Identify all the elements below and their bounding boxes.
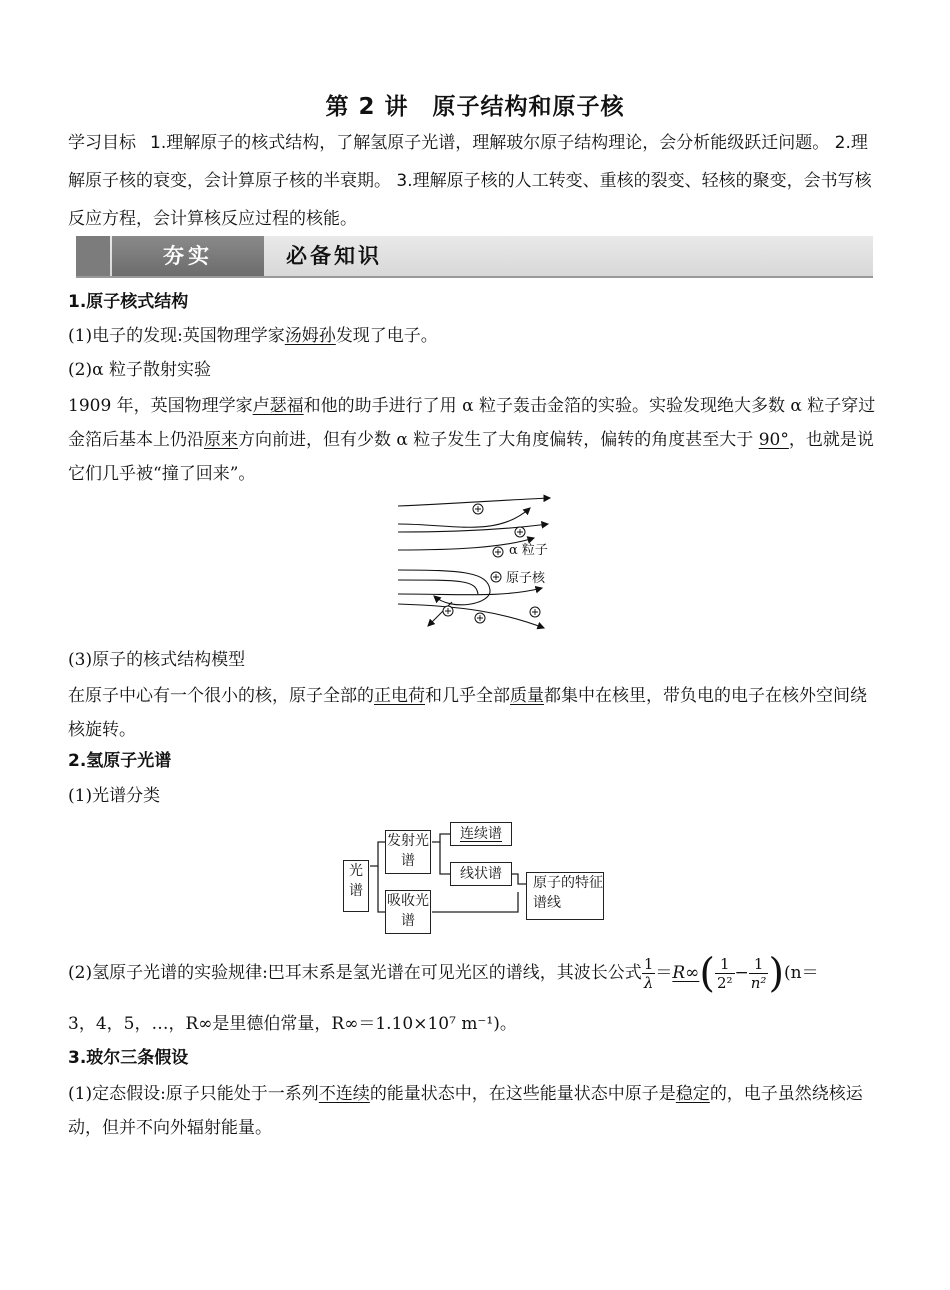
s1-p1-pre: (1)电子的发现:英国物理学家: [68, 326, 285, 346]
s2-paragraph-3: 3，4，5，…，R∞是里德伯常量，R∞＝1.10×10⁷ m⁻¹)。: [68, 1014, 517, 1034]
s1-p3-c: 方向前进，但有少数 α 粒子发生了大角度偏转，偏转的角度甚至大于: [238, 430, 759, 450]
answer-thomson: 汤姆孙: [284, 326, 336, 346]
label-alpha: α 粒子: [509, 543, 548, 558]
formula-term-2: [749, 955, 769, 992]
box-line: [450, 862, 512, 886]
s1-paragraph-2: (2)α 粒子散射实验: [68, 360, 211, 380]
banner-stub: [76, 236, 110, 276]
answer-continuous-spectrum: 连续谱: [460, 826, 502, 842]
formula-lhs-den: λ: [643, 974, 654, 992]
objectives-label: 学习目标: [68, 133, 136, 153]
label-nucleus: 原子核: [506, 571, 546, 586]
box-emission: [385, 830, 431, 874]
formula-t1-num: 1: [715, 955, 735, 974]
formula-t2-den: n²: [750, 974, 767, 992]
s1-p3-a: 1909 年，英国物理学家: [68, 396, 253, 416]
box-feature: [526, 872, 604, 920]
section-3-heading: 3.玻尔三条假设: [68, 1048, 189, 1068]
alpha-path-8: [398, 604, 544, 628]
answer-stable: 稳定: [675, 1084, 710, 1104]
s1-p5-c: 都集中在核里，带负电的电子在核外空间绕核旋转。: [68, 686, 867, 740]
alpha-path-5: [398, 570, 490, 605]
alpha-scattering-figure: [392, 494, 572, 640]
s3-p1-a: (1)定态假设:原子只能处于一系列: [68, 1084, 319, 1104]
s1-paragraph-1: [68, 320, 880, 353]
formula-t2-num: 1: [749, 955, 769, 974]
s1-paragraph-5: [68, 679, 880, 747]
alpha-path-7: [398, 588, 542, 595]
learning-objectives: [68, 124, 880, 238]
answer-rutherford: 卢瑟福: [252, 396, 304, 416]
formula-lhs-num: 1: [643, 955, 654, 973]
s3-p1-b: 的能量状态中，在这些能量状态中原子是: [369, 1084, 676, 1104]
s1-paragraph-4: (3)原子的核式结构模型: [68, 650, 246, 670]
formula-term-1: [715, 955, 735, 992]
box-absorption: [385, 890, 431, 934]
box-emission-text: 发射光谱: [387, 833, 429, 869]
box-continuous: [450, 822, 512, 846]
s1-p3-d: ，也就是说它们几乎被“撞了回来”。: [68, 430, 874, 484]
s3-paragraph-1: [68, 1077, 880, 1145]
s3-p1-c: 的，电子虽然绕核运动，但并不向外辐射能量。: [68, 1084, 863, 1138]
s1-p5-b: 和几乎全部: [425, 686, 510, 706]
banner-tag: 夯实: [112, 236, 264, 276]
box-absorption-text: 吸收光谱: [387, 893, 429, 929]
s1-p5-a: 在原子中心有一个很小的核，原子全部的: [68, 686, 374, 706]
s2-p2-b: (n＝: [784, 963, 819, 983]
alpha-path-2: [398, 508, 530, 527]
answer-mass: 质量: [510, 686, 544, 706]
formula-t1-den: 2²: [716, 974, 733, 992]
paren-left: (: [699, 950, 715, 997]
box-spectrum: [343, 860, 369, 912]
banner-heading: 必备知识: [286, 244, 382, 268]
s2-paragraph-2: (2)氢原子光谱的实验规律:巴耳末系是氢光谱在可见光区的谱线，其波长公式 $\frac{1}{\lambda}$ ＝R∞( $\frac{1}{\text{2²}}$ − $\frac{1}{\text{n²}}$ )(n＝: [68, 950, 819, 997]
answer-90-degrees: 90°: [758, 430, 789, 450]
objectives-text: 1.理解原子的核式结构，了解氢原子光谱，理解玻尔原子结构理论，会分析能级跃迁问题。 2.理解原子核的衰变，会计算原子核的半衰期。 3.理解原子核的人工转变、重核的裂变、轻核的聚变，会书写核反应方程，会计算核反应过程的核能。: [68, 133, 872, 229]
alpha-path-6: [398, 580, 478, 594]
answer-original-direction: 原来: [204, 430, 238, 450]
section-1-heading: 1.原子核式结构: [68, 292, 189, 312]
s2-paragraph-1: (1)光谱分类: [68, 786, 161, 806]
box-spectrum-text: 光谱: [349, 863, 363, 899]
formula-inverse-lambda: [642, 955, 656, 992]
answer-positive-charge: 正电荷: [374, 686, 425, 706]
s1-paragraph-3: [68, 389, 880, 491]
box-line-text: 线状谱: [460, 866, 502, 882]
s1-p1-post: 发现了电子。: [335, 326, 438, 346]
page-title: 第 2 讲 原子结构和原子核: [325, 94, 625, 120]
answer-rydberg-R: R∞: [672, 963, 700, 983]
box-feature-text: 原子的特征谱线: [533, 875, 603, 911]
answer-discontinuous: 不连续: [318, 1084, 370, 1104]
s1-p3-b: 和他的助手进行了用 α 粒子轰击金箔的实验。实验发现绝大多数 α 粒子穿过金箔后基本上仍沿: [68, 396, 876, 450]
alpha-path-1: [398, 498, 550, 506]
section-2-heading: 2.氢原子光谱: [68, 751, 172, 771]
section-banner: [76, 236, 873, 278]
s2-p2-a: (2)氢原子光谱的实验规律:巴耳末系是氢光谱在可见光区的谱线，其波长公式: [68, 963, 642, 983]
paren-right: ): [768, 950, 785, 997]
